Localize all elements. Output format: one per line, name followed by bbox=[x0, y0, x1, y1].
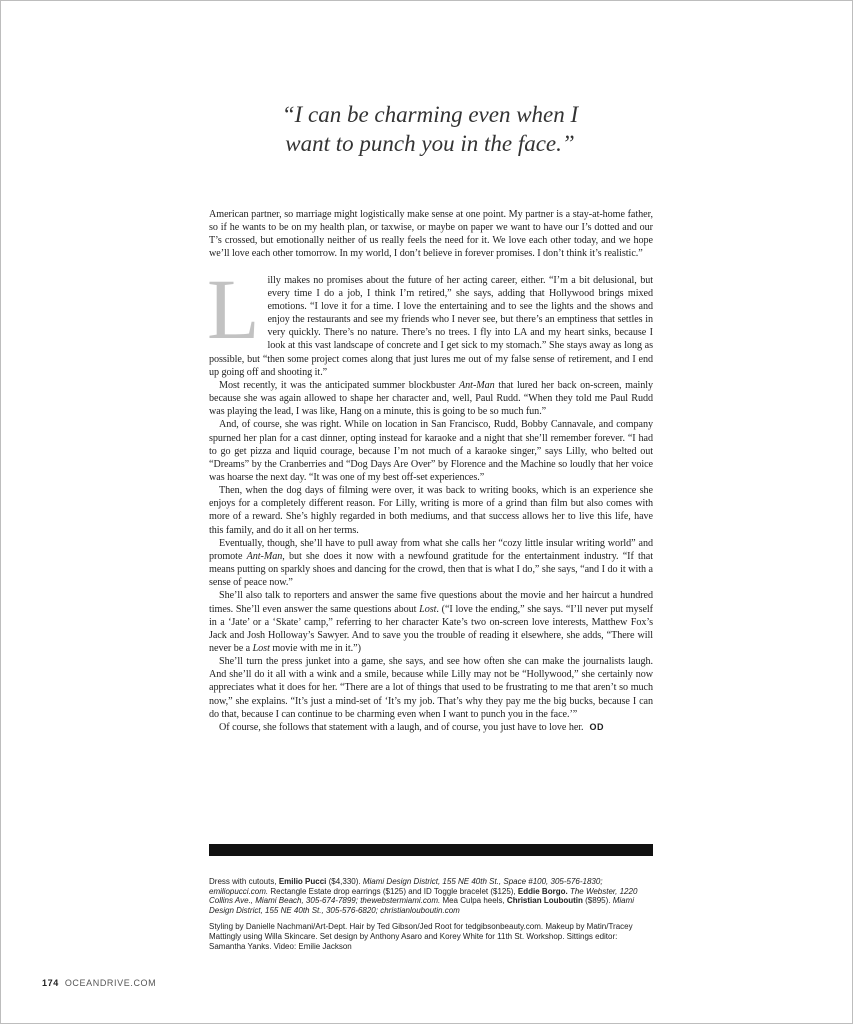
pull-quote-line-2: want to punch you in the face.” bbox=[285, 131, 575, 156]
paragraph-9-text: Of course, she follows that statement with a laugh, and of course, you just have to love her. bbox=[219, 721, 584, 733]
paragraph-8: She’ll turn the press junket into a game, she says, and see how often she can make the journalists laugh. And she’ll do it all with a wink and a smile, because while Lilly may not be “Hollywood,” she certainly now appreciates what it does for her. “There are a lot of things that used to be frustrating to me that aren’t so much now,” she explains. “It’s just a mind-set of ‘It’s my job. That’s why they pay me the big bucks, because I can do that, because I can continue to be charming even when I want to punch you in the face.’” bbox=[209, 656, 653, 720]
end-mark: OD bbox=[589, 721, 605, 732]
paragraph-6 bbox=[209, 537, 653, 590]
store-info: Miami Design District, 155 NE 40th St., 305-576-6820; christianlouboutin.com bbox=[209, 896, 635, 915]
credit-text: ($895). bbox=[582, 896, 613, 906]
store-info: The Webster, 1220 Collins Ave., Miami Beach, 305-674-7899; thewebstermiami.com. bbox=[209, 886, 638, 906]
fashion-credits bbox=[209, 877, 649, 915]
pull-quote bbox=[180, 100, 680, 158]
paragraph-9 bbox=[209, 721, 653, 734]
styling-credits: Styling by Danielle Nachmani/Art-Dept. Hair by Ted Gibson/Jed Root for tedgibsonbeauty.com. Makeup by Matin/Tracey Mattingly using Willa Skincare. Set design by Anthony Asaro and Korey White for 11th St. Workshop. Sittings editor: Samantha Yanks. Video: Emilie Jackson bbox=[209, 922, 633, 951]
page-number: 174 bbox=[42, 978, 59, 988]
credit-text: Rectangle Estate drop earrings ($125) and ID Toggle bracelet ($125), bbox=[268, 886, 518, 896]
paragraph-7-b: . (“I love the ending,” she says. “I’ll never put myself in a ‘Jate’ or a ‘Skate’ camp,” referring to her character Kate’s two on-screen love interests, Matthew Fox’s Jack and Josh Holloway’s Sawyer. And to save you the trouble of reading it elsewhere, she adds, “There will never be a bbox=[209, 603, 653, 654]
show-title: Lost bbox=[419, 603, 437, 615]
paragraph-6-b: , but she does it now with a newfound gratitude for the entertainment industry. “If that means putting on sparkly shoes and dancing for the crowd, then that is what I do,” she says, “and I do it with a sense of peace now.” bbox=[209, 550, 653, 589]
film-title: Ant-Man bbox=[459, 379, 495, 391]
designer-name: Emilio Pucci bbox=[278, 877, 327, 886]
credit-text: ($4,330). bbox=[326, 877, 363, 886]
drop-cap: L bbox=[207, 260, 260, 357]
credits bbox=[209, 877, 649, 958]
paragraph-7 bbox=[209, 589, 653, 655]
paragraph-4: And, of course, she was right. While on location in San Francisco, Rudd, Bobby Cannavale, and company spurned her plan for a cast dinner, opting instead for karaoke and a night that she’ll remember forever. “I had to go get pizza and liquid courage, because I’m not much of a karaoke singer,” says Lilly, who belted out “Dreams” by the Cranberries and “Dog Days Are Over” by Florence and the Machine so loudly that her voice was hoarse the next day. “It was one of my best off-set experiences.” bbox=[209, 419, 653, 483]
paragraph-1: American partner, so marriage might logistically make sense at one point. My partner is a stay-at-home father, so if he wants to be on my health plan, or taxwise, or maybe on paper we want to have our I’s dotted and our T’s crossed, but emotionally neither of us really feels the need for it. We love each other today, and we hope we’ll love each other tomorrow. In my world, I don’t believe in forever promises. I don’t think it’s realistic.” bbox=[209, 209, 653, 260]
paragraph-2 bbox=[207, 260, 653, 379]
site-name: OCEANDRIVE.COM bbox=[64, 978, 157, 988]
credit-text: Dress with cutouts, bbox=[209, 877, 279, 886]
designer-name: Eddie Borgo. bbox=[517, 886, 568, 896]
folio bbox=[42, 978, 156, 988]
paragraph-5: Then, when the dog days of filming were over, it was back to writing books, which is an experience she enjoys for a completely different reason. For Lilly, writing is more of a grind than film but also comes with more of a reward. She’s highly regarded in both mediums, and that success allows her to live this life, have this family, and do it all on her terms. bbox=[209, 485, 653, 536]
paragraph-3-a: Most recently, it was the anticipated summer blockbuster bbox=[219, 379, 460, 391]
paragraph-3-b: that lured her back on-screen, mainly because she was again allowed to shape her character and, well, Paul Rudd. “When they told me Paul Rudd was playing the lead, I was like, Hang on a minute, this is going to be so much fun.” bbox=[209, 379, 653, 418]
store-info: Miami Design District, 155 NE 40th St., Space #100, 305-576-1830; emiliopucci.com. bbox=[209, 877, 603, 896]
paragraph-7-a: She’ll also talk to reporters and answer the same five questions about the movie and her haircut a hundred times. She’ll even answer the same questions about bbox=[209, 590, 653, 615]
show-title: Lost bbox=[252, 643, 270, 654]
divider-bar bbox=[209, 844, 653, 856]
credit-text: Mea Culpa heels, bbox=[440, 896, 507, 906]
designer-name: Christian Louboutin bbox=[506, 896, 583, 906]
paragraph-2-text: illy makes no promises about the future of her acting career, either. “I’m a bit delusional, but every time I do a job, I think I’m retired,” she says, adding that Hollywood brings mixed emotions. “I love it for a time. I love the entertaining and to see the lights and the shows and enjoy the restaurants and see my friends who I never see, but there’s an emptiness that settles in very quickly. There’s no nature. There’s no trees. I fly into LA and my heart sinks, because I look at this vast landscape of concrete and I get sick to my stomach.” She stays away as long as possible, but “then some project comes along that just lures me out of my false sense of retirement, and I end up going off and shooting it.” bbox=[209, 274, 653, 378]
article-body bbox=[209, 208, 653, 734]
paragraph-6-a: Eventually, though, she’ll have to pull away from what she calls her “cozy little insular writing world” and promote bbox=[209, 537, 653, 562]
paragraph-7-c: movie with me in it.”) bbox=[269, 643, 361, 654]
pull-quote-line-1: “I can be charming even when I bbox=[281, 102, 579, 127]
paragraph-3 bbox=[209, 379, 653, 418]
film-title: Ant-Man bbox=[246, 550, 283, 562]
